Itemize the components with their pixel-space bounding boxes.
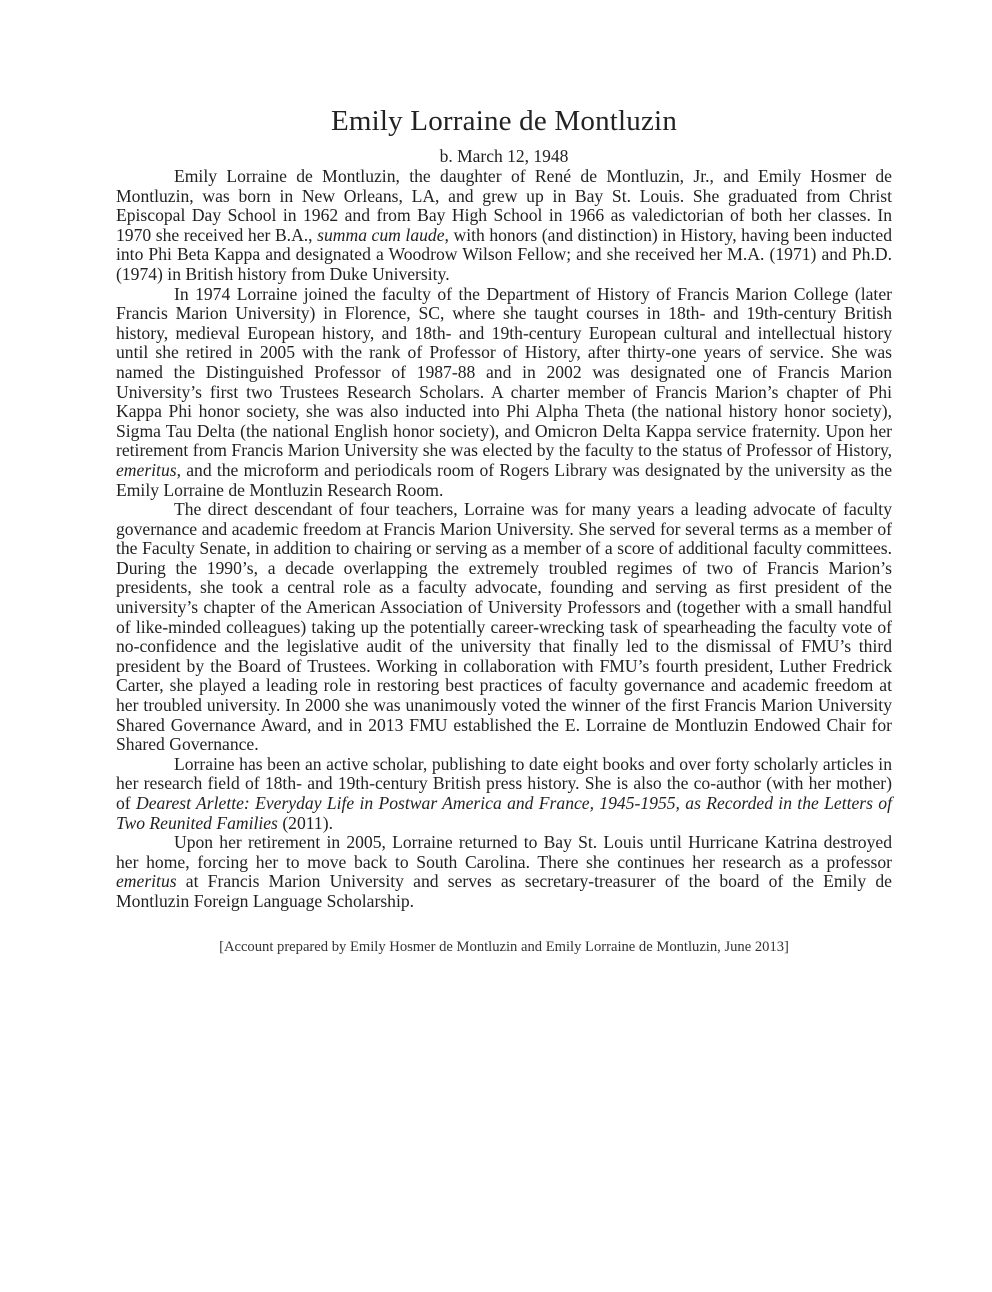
italic-text: Dearest Arlette: Everyday Life in Postwar America and France, 1945-1955, as Recorded in the Letters of Two Reunited Families xyxy=(116,793,892,833)
italic-text: summa cum laude xyxy=(317,224,445,245)
paragraph-2 xyxy=(116,285,892,501)
italic-text: emeritus xyxy=(116,871,177,892)
paragraph-text: at Francis Marion University and serves as secretary-treasurer of the board of the Emily de Montluzin Foreign Language Scholarship. xyxy=(116,871,892,911)
paragraph-text: , with honors (and distinction) in History, having been inducted into Phi Beta Kappa and designated a Woodrow Wilson Fellow; and she received her M.A. (1971) and Ph.D. (1974) in British history from Duke University. xyxy=(116,224,892,284)
paragraph-text: In 1974 Lorraine joined the faculty of the Department of History of Francis Marion College (later Francis Marion University) in Florence, SC, where she taught courses in 18th- and 19th-century British history, medieval European history, and 18th- and 19th-century European cultural and intellectual history until she retired in 2005 with the rank of Professor of History, after thirty-one years of service. She was named the Distinguished Professor of 1987-88 and in 2002 was designated one of Francis Marion University’s first two Trustees Research Scholars. A charter member of Francis Marion’s chapter of Phi Kappa Phi honor society, she was also inducted into Phi Alpha Theta (the national history honor society), Sigma Tau Delta (the national English honor society), and Omicron Delta Kappa service fraternity. Upon her retirement from Francis Marion University she was elected by the faculty to the status of Professor of History, xyxy=(116,283,892,461)
paragraph-text: (2011). xyxy=(277,812,333,833)
attribution-note: [Account prepared by Emily Hosmer de Montluzin and Emily Lorraine de Montluzin, June 2013] xyxy=(219,938,789,955)
paragraph-text: Emily Lorraine de Montluzin, the daughter of René de Montluzin, Jr., and Emily Hosmer de Montluzin, was born in New Orleans, LA, and grew up in Bay St. Louis. She graduated from Christ Episcopal Day School in 1962 and from Bay High School in 1966 as valedictorian of both her classes. In 1970 she received her B.A., xyxy=(116,166,892,245)
paragraph-text: Upon her retirement in 2005, Lorraine returned to Bay St. Louis until Hurricane Katrina destroyed her home, forcing her to move back to South Carolina. There she continues her research as a professor xyxy=(116,832,892,872)
paragraph-4 xyxy=(116,755,892,833)
paragraph-text: The direct descendant of four teachers, Lorraine was for many years a leading advocate of faculty governance and academic freedom at Francis Marion University. She served for several terms as a member of the Faculty Senate, in addition to chairing or serving as a member of a score of additional faculty committees. During the 1990’s, a decade overlapping the extremely troubled regimes of two of Francis Marion’s presidents, she took a central role as a faculty advocate, founding and serving as first president of the university’s chapter of the American Association of University Professors and (together with a small handful of like-minded colleagues) taking up the potentially career-wrecking task of spearheading the faculty vote of no-confidence and the legislative audit of the university that finally led to the dismissal of FMU’s third president by the Board of Trustees. Working in collaboration with FMU’s fourth president, Luther Fredrick Carter, she played a leading role in restoring best practices of faculty governance and academic freedom at her troubled university. In 2000 she was unanimously voted the winner of the first Francis Marion University Shared Governance Award, and in 2013 FMU established the E. Lorraine de Montluzin Endowed Chair for Shared Governance. xyxy=(116,499,892,755)
paragraph-text: , and the microform and periodicals room of Rogers Library was designated by the university as the Emily Lorraine de Montluzin Research Room. xyxy=(116,459,892,500)
paragraph-text: Lorraine has been an active scholar, publishing to date eight books and over forty scholarly articles in her research field of 18th- and 19th-century British press history. She is also the co-author (with her mother) of xyxy=(116,753,892,813)
paragraph-3 xyxy=(116,500,892,755)
document-title: Emily Lorraine de Montluzin xyxy=(330,105,678,137)
paragraph-1 xyxy=(116,167,892,285)
birth-date: b. March 12, 1948 xyxy=(439,146,569,166)
italic-text: emeritus xyxy=(116,459,177,480)
paragraph-5 xyxy=(116,833,892,911)
biography-body xyxy=(116,167,892,912)
document-page xyxy=(116,104,892,956)
